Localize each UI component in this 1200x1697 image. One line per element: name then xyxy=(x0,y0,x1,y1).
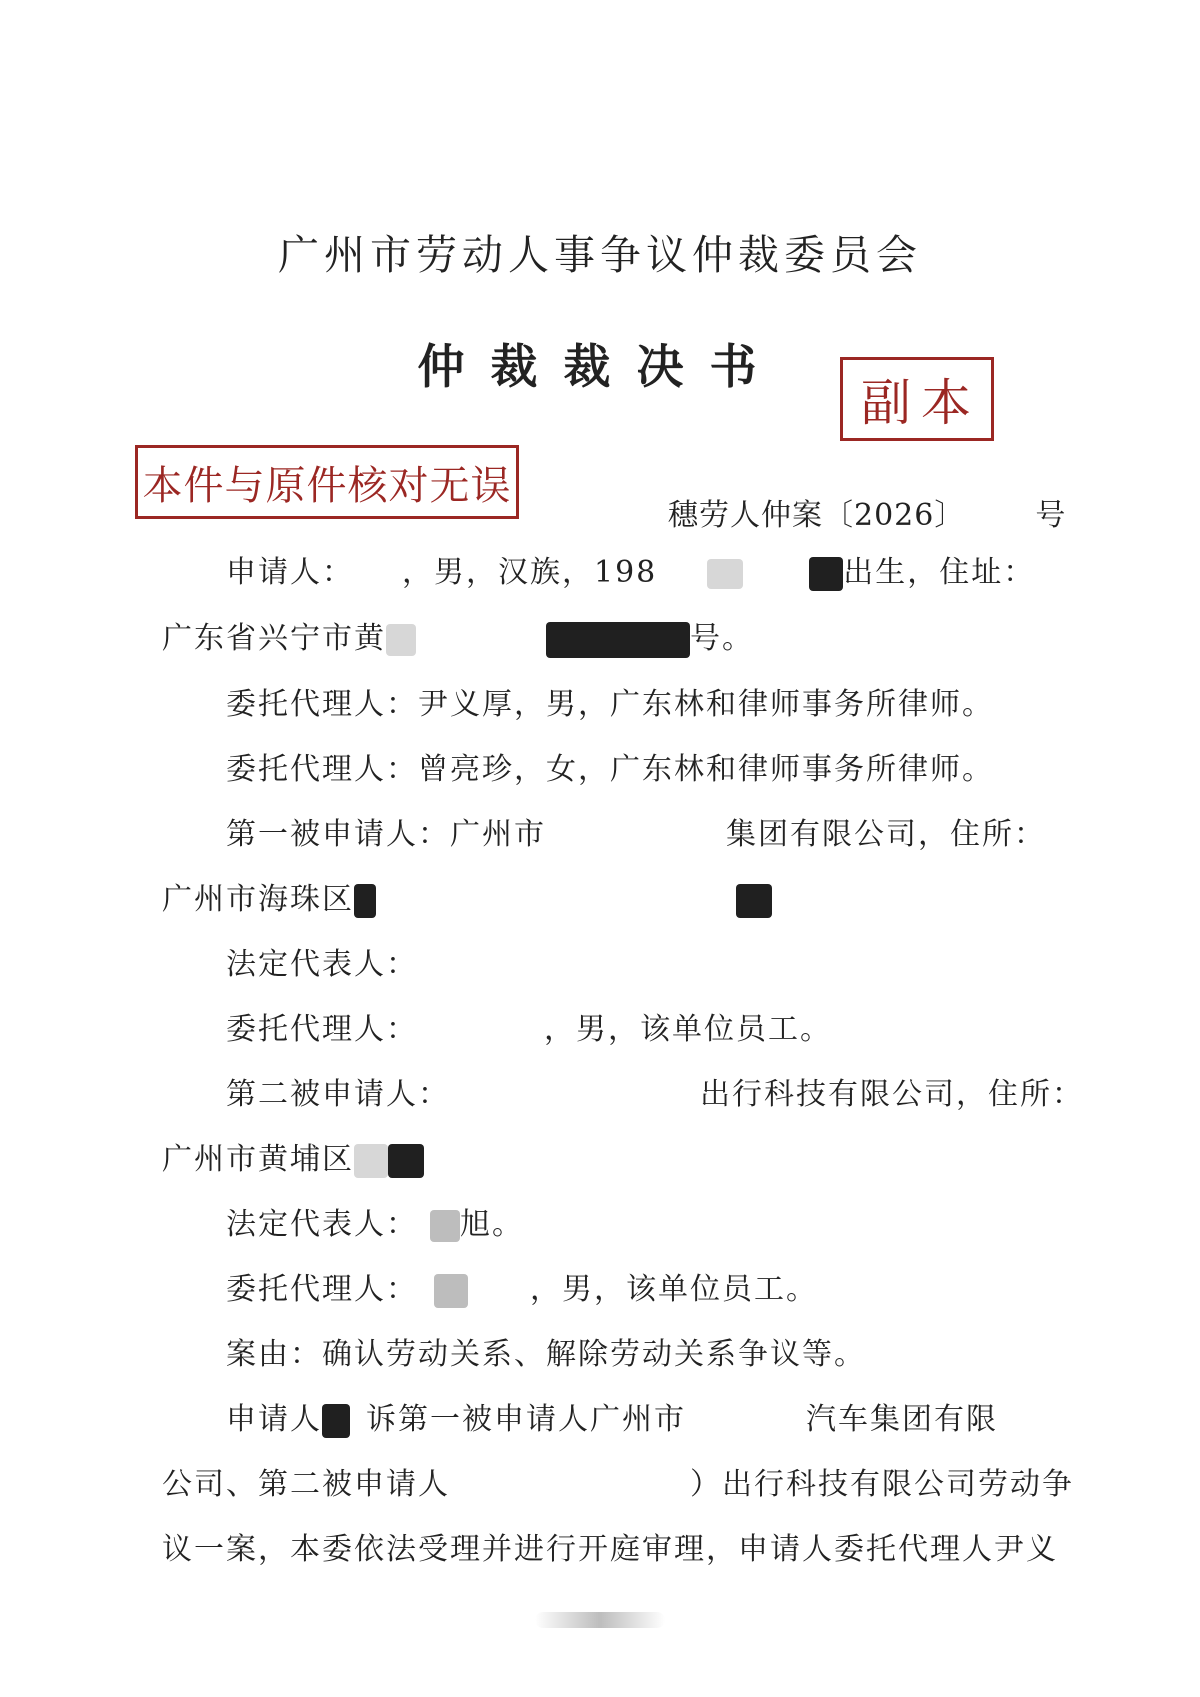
redaction-mark xyxy=(430,1210,460,1242)
second-respondent-agent-line xyxy=(226,1270,818,1310)
first-respondent-agent-suffix: ，男，该单位员工。 xyxy=(544,1012,832,1047)
applicant-line xyxy=(226,553,1035,593)
body-line-2-suffix: ）出行科技有限公司劳动争 xyxy=(690,1467,1074,1502)
first-respondent-label: 第一被申请人：广州市 xyxy=(226,817,546,852)
first-respondent-rep-label: 法定代表人： xyxy=(226,947,418,982)
redaction-mark xyxy=(809,557,843,591)
body-line-3: 议一案，本委依法受理并进行开庭审理，申请人委托代理人尹义 xyxy=(162,1532,1058,1567)
second-respondent-label: 第二被申请人： xyxy=(226,1077,450,1112)
applicant-birth-suffix: 出生，住址： xyxy=(843,555,1036,590)
redaction-mark xyxy=(434,1274,468,1308)
agent-2-line: 委托代理人：曾亮珍，女，广东林和律师事务所律师。 xyxy=(226,752,994,787)
applicant-address-prefix: 广东省兴宁市黄 xyxy=(162,621,386,656)
redaction-mark xyxy=(386,624,416,656)
applicant-label: 申请人： xyxy=(226,555,354,590)
redaction-mark xyxy=(707,559,743,589)
first-respondent-address-line xyxy=(162,880,772,920)
copy-stamp: 副本 xyxy=(840,357,994,441)
redaction-mark xyxy=(546,622,690,658)
body-line-2 xyxy=(162,1465,1074,1505)
redaction-mark xyxy=(354,1144,388,1178)
redaction-mark xyxy=(388,1144,424,1178)
case-number-prefix: 穗劳人仲案〔2026〕 xyxy=(668,498,966,533)
case-number xyxy=(668,490,1066,534)
applicant-address-suffix: 号。 xyxy=(690,621,754,656)
body-line-1-suffix: 汽车集团有限 xyxy=(806,1402,998,1437)
second-respondent-address-prefix: 广州市黄埔区 xyxy=(162,1142,354,1177)
redaction-mark xyxy=(322,1404,350,1438)
case-cause-line: 案由：确认劳动关系、解除劳动关系争议等。 xyxy=(226,1337,866,1372)
second-respondent-rep-label: 法定代表人： xyxy=(226,1207,418,1242)
body-line-1-mid: 诉第一被申请人广州市 xyxy=(366,1402,686,1437)
first-respondent-rep-line xyxy=(226,945,418,985)
document-title: 仲裁裁决书 xyxy=(417,340,783,395)
applicant-address-line xyxy=(162,619,754,659)
second-respondent-address-line xyxy=(162,1140,424,1180)
second-respondent-line xyxy=(226,1075,1084,1115)
committee-name: 广州市劳动人事争议仲裁委员会 xyxy=(278,231,922,279)
page-footer-mark xyxy=(535,1612,665,1628)
first-respondent-name-suffix: 集团有限公司，住所： xyxy=(726,817,1046,852)
redaction-mark xyxy=(736,884,772,918)
agent-1-line: 委托代理人：尹义厚，男，广东林和律师事务所律师。 xyxy=(226,687,994,722)
applicant-birth-year: 198 xyxy=(594,555,658,590)
second-respondent-agent-suffix: ，男，该单位员工。 xyxy=(530,1272,818,1307)
first-respondent-agent-label: 委托代理人： xyxy=(226,1012,418,1047)
redaction-mark xyxy=(354,884,376,918)
first-respondent-line xyxy=(226,815,1046,855)
second-respondent-rep-line xyxy=(226,1205,524,1245)
body-line-1-prefix: 申请人 xyxy=(226,1402,322,1437)
applicant-gender-ethnicity: ，男，汉族， xyxy=(402,555,594,590)
first-respondent-address-prefix: 广州市海珠区 xyxy=(162,882,354,917)
second-respondent-agent-label: 委托代理人： xyxy=(226,1272,418,1307)
second-respondent-name-suffix: 出行科技有限公司，住所： xyxy=(700,1077,1084,1112)
verified-stamp: 本件与原件核对无误 xyxy=(135,445,519,519)
body-line-2-prefix: 公司、第二被申请人 xyxy=(162,1467,450,1502)
body-line-1 xyxy=(226,1400,998,1440)
second-respondent-rep-suffix: 旭。 xyxy=(460,1207,524,1242)
case-number-suffix: 号 xyxy=(1035,498,1067,533)
first-respondent-agent-line xyxy=(226,1010,832,1050)
